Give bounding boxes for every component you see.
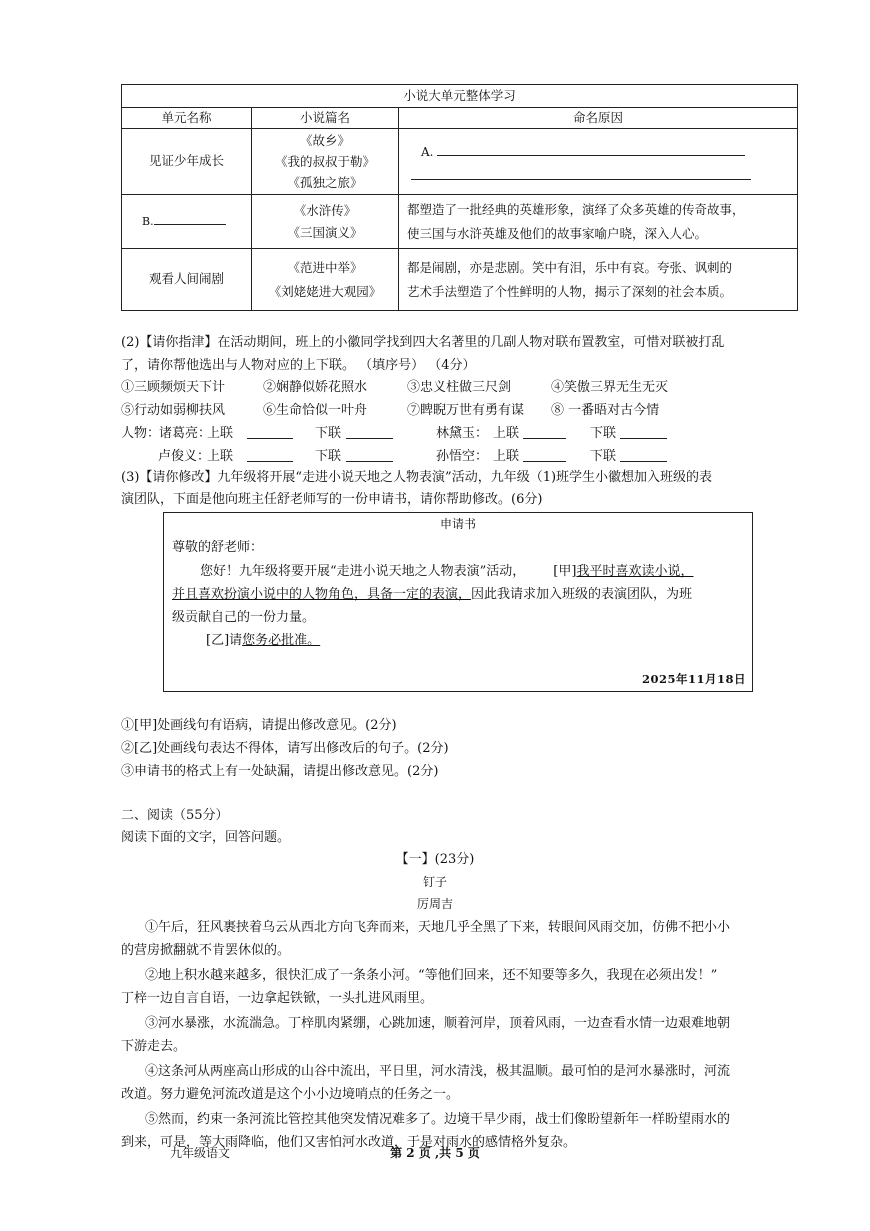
option-2: ②娴静似娇花照水 xyxy=(263,380,368,395)
q2-line1: (2)【请你指津】在活动期间，班上的小徽同学找到四大名著里的几副人物对联布置教室，可惜对联被打乱 xyxy=(121,335,725,350)
option-3: ③忠义柱做三尺剑 xyxy=(407,380,512,395)
option-8: ⑧ 一番晤对古今情 xyxy=(551,403,660,418)
letter-line3: 级贡献自己的一份力量。 xyxy=(172,610,316,625)
header-works: 小说篇名 xyxy=(252,108,399,129)
section2-intro: 阅读下面的文字，回答问题。 xyxy=(121,830,291,845)
q3-line1: (3)【请你修改】九年级将开展“走进小说天地之人物表演”活动，九年级（1)班学生小徽想加入班级的表 xyxy=(121,470,713,485)
lin-lower-blank[interactable] xyxy=(620,438,667,439)
letter-line2: 并且喜欢扮演小说中的人物角色，具备一定的表演，因此我请求加入班级的表演团队，为班 xyxy=(172,587,693,602)
mark-yi: [乙]请 xyxy=(206,633,243,648)
section2-title: 二、阅读（55分） xyxy=(121,808,229,823)
q3-sub1: ①[甲]处画线句有语病，请提出修改意见。(2分) xyxy=(121,718,397,733)
underlined-sentence-jia-part2: 并且喜欢扮演小说中的人物角色，具备一定的表演， xyxy=(172,587,472,602)
letter-line1: 您好！九年级将要开展“走进小说天地之人物表演”活动， [甲]我平时喜欢读小说， xyxy=(200,564,694,579)
option-1: ①三顾频烦天下计 xyxy=(121,380,226,395)
letter-title: 申请书 xyxy=(439,517,476,531)
reason-3: 都是闹剧，亦是悲剧。笑中有泪，乐中有哀。夸张、讽刺的 艺术手法塑造了个性鲜明的人物，揭示了深刻的社会本质。 xyxy=(399,249,798,311)
works-1: 《故乡》 《我的叔叔于勒》 《孤独之旅》 xyxy=(252,129,399,195)
q3-sub3: ③申请书的格式上有一处缺漏，请提出修改意见。(2分) xyxy=(121,764,439,779)
letter-line4 xyxy=(206,631,320,651)
unit-name-2-answer[interactable]: B. xyxy=(122,195,252,249)
footer-subject: 九年级语文 xyxy=(170,1146,231,1160)
letter-date: 2025年11月18日 xyxy=(641,672,746,686)
option-5: ⑤行动如弱柳扶风 xyxy=(121,403,226,418)
table-caption: 小说大单元整体学习 xyxy=(122,85,798,108)
works-2: 《水浒传》 《三国演义》 xyxy=(252,195,399,249)
mark-jia: [甲] xyxy=(553,564,577,579)
footer-page-number: 第 2 页 ,共 5 页 xyxy=(390,1146,480,1160)
zhuge-lower-blank[interactable] xyxy=(346,438,393,439)
header-reason: 命名原因 xyxy=(399,108,798,129)
sun-lower-blank[interactable] xyxy=(620,461,667,462)
underlined-sentence-jia-part1: 我平时喜欢读小说， xyxy=(576,564,694,579)
reason-2: 都塑造了一批经典的英雄形象，演绎了众多英雄的传奇故事， 使三国与水浒英雄及他们的故事家喻户晓，深入人心。 xyxy=(399,195,798,249)
lin-upper-blank[interactable] xyxy=(523,438,566,439)
lu-lower-blank[interactable] xyxy=(346,461,393,462)
application-letter xyxy=(163,512,753,692)
paragraph-3: ③河水暴涨，水流湍急。丁梓肌肉紧绷，心跳加速，顺着河岸，顶着风雨，一边查看水情一边艰难地朝 下游走去。 xyxy=(121,1016,731,1054)
underlined-sentence-yi: 您务必批准。 xyxy=(242,633,321,648)
option-4: ④笑傲三界无生无灭 xyxy=(551,380,669,395)
unit-table xyxy=(121,84,798,311)
paragraph-5: ⑤然而，约束一条河流比管控其他突发情况难多了。边境干旱少雨，战士们像盼望新年一样盼望雨水的 到来，可是，等大雨降临，他们又害怕河水改道，于是对雨水的感情格外复杂。 xyxy=(121,1112,731,1150)
zhuge-upper-blank[interactable] xyxy=(247,438,293,439)
story-body xyxy=(121,918,801,1158)
q3-sub2: ②[乙]处画线句表达不得体，请写出修改后的句子。(2分) xyxy=(121,741,449,756)
q3-line2: 演团队，下面是他向班主任舒老师写的一份申请书，请你帮助修改。(6分) xyxy=(121,492,543,507)
sun-upper-blank[interactable] xyxy=(523,461,566,462)
paragraph-4: ④这条河从两座高山形成的山谷中流出，平日里，河水清浅，极其温顺。最可怕的是河水暴涨时，河流 改道。努力避免河流改道是这个小小边境哨点的任务之一。 xyxy=(121,1064,731,1102)
works-3: 《范进中举》 《刘姥姥进大观园》 xyxy=(252,249,399,311)
letter-greeting: 尊敬的舒老师： xyxy=(172,540,264,555)
paragraph-1: ①午后，狂风裹挟着乌云从西北方向飞奔而来，天地几乎全黑了下来，转眼间风雨交加，仿佛不把小小 的营房掀翻就不肯罢休似的。 xyxy=(121,920,731,958)
header-unit: 单元名称 xyxy=(122,108,252,129)
part-one-heading: 【一】(23分) xyxy=(395,852,475,867)
option-6: ⑥生命恰似一叶舟 xyxy=(263,403,368,418)
story-author: 厉周吉 xyxy=(416,897,453,911)
option-7: ⑦睥睨万世有勇有谋 xyxy=(407,403,525,418)
unit-name-1: 见证少年成长 xyxy=(122,129,252,195)
paragraph-2: ②地上积水越来越多，很快汇成了一条条小河。“等他们回来，还不知要等多久，我现在必须出发！” 丁梓一边自言自语，一边拿起铁锨，一头扎进风雨里。 xyxy=(121,968,718,1006)
unit-name-3: 观看人间闹剧 xyxy=(122,249,252,311)
reason-1-answer[interactable]: A. xyxy=(399,129,798,195)
q2-line2: 了，请你帮他选出与人物对应的上下联。 （填序号） （4分） xyxy=(121,358,476,373)
lu-upper-blank[interactable] xyxy=(247,461,293,462)
story-title: 钉子 xyxy=(422,875,447,889)
